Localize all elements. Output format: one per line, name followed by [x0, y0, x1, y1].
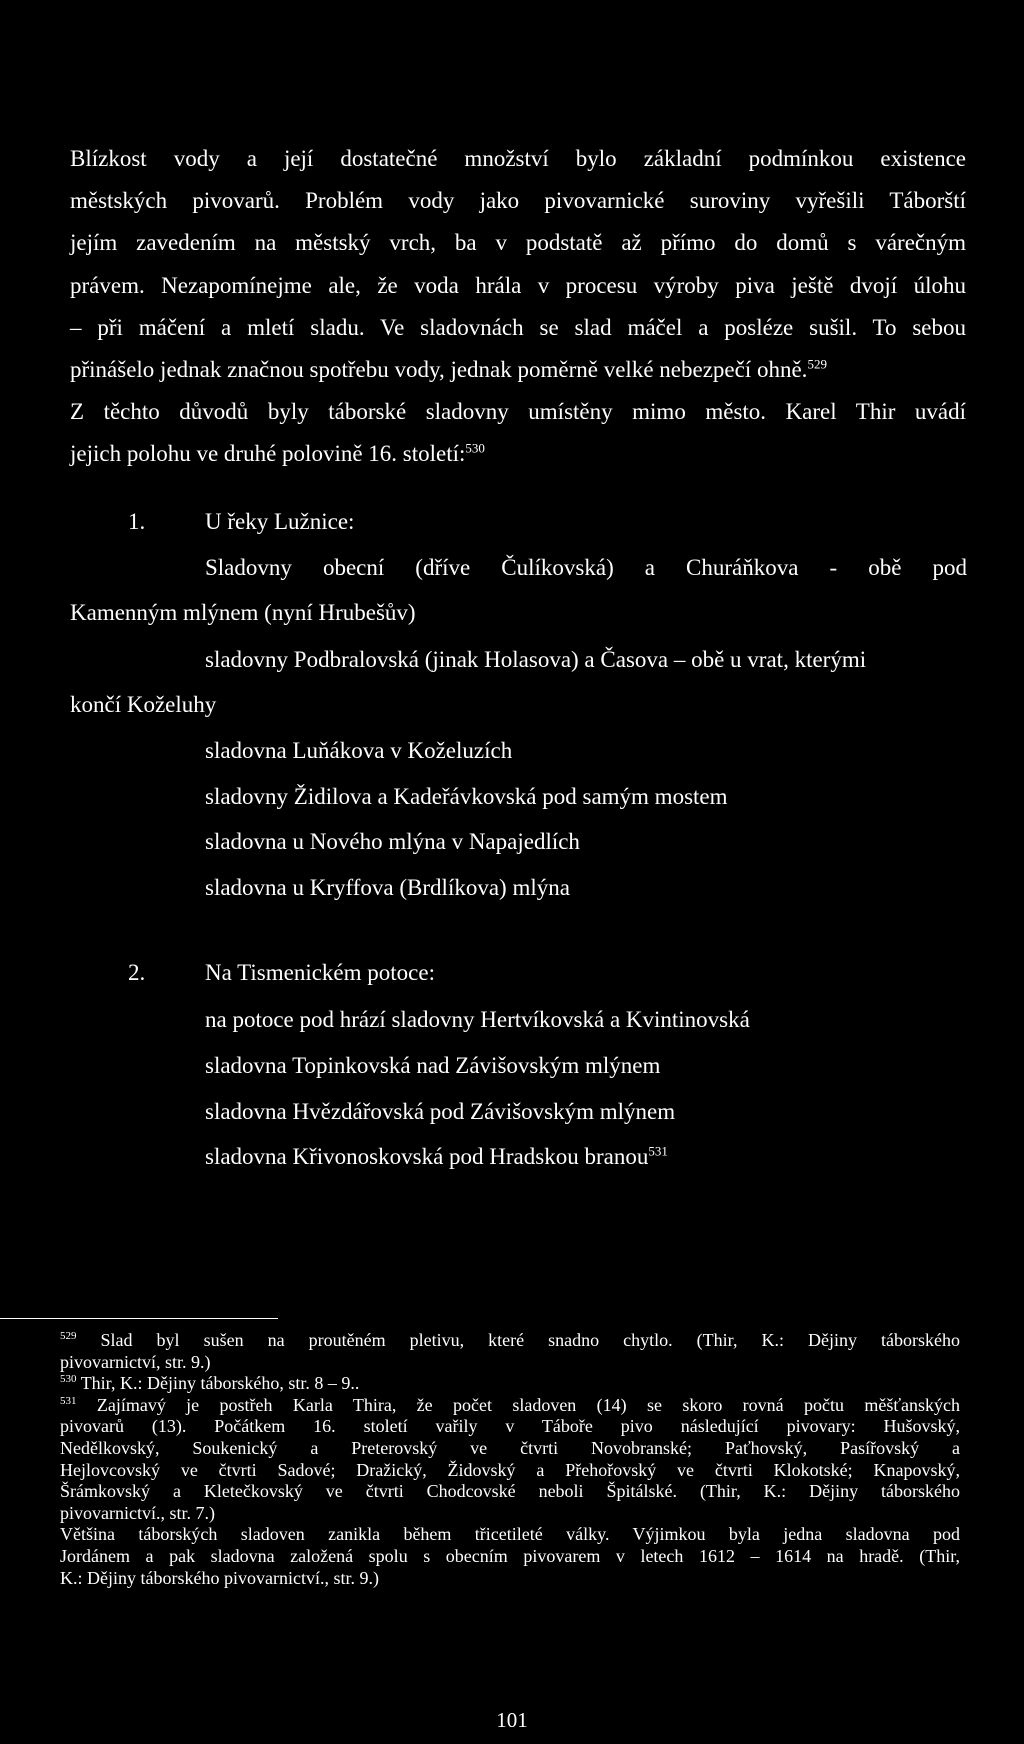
footnote-ref-531: 531 [648, 1143, 668, 1159]
footnote-line: K.: Dějiny táborského pivovarnictví., str. 9.) [60, 1567, 379, 1588]
intro-line: – při máčení a mletí sladu. Ve sladovnách se slad máčel a posléze sušil. To sebou [70, 314, 966, 340]
intro-line: městských pivovarů. Problém vody jako pivovarnické suroviny vyřešili Táborští [70, 188, 966, 214]
footnote-line: Hejlovcovský ve čtvrti Sadové; Dražický, Židovský a Přehořovský ve čtvrti Klokotské; Knapovský, [60, 1459, 960, 1480]
section-2-item-2: sladovna Topinkovská nad Závišovským mlýnem [205, 1053, 661, 1078]
intro-line: právem. Nezapomínejme ale, že voda hrála v procesu výroby piva ještě dvojí úlohu [70, 272, 966, 298]
footnote-text: Zajímavý je postřeh Karla Thira, že počet sladoven (14) se skoro rovná počtu měšťanských [96, 1394, 961, 1415]
section-1-item-2: sladovny Podbralovská (jinak Holasova) a Časova – obě u vrat, kterými [205, 647, 867, 672]
footnote-text: Thir, K.: Dějiny táborského, str. 8 – 9.. [80, 1373, 360, 1394]
intro-line-text: přinášelo jednak značnou spotřebu vody, jednak poměrně velké nebezpečí ohně. [70, 357, 808, 383]
section-1-title: U řeky Lužnice: [205, 509, 355, 534]
section-1-item-1: Sladovny obecní (dříve Čulíkovská) a Churáňkova - obě pod [205, 555, 967, 580]
section-2-item-3: sladovna Hvězdářovská pod Závišovským mlýnem [205, 1099, 676, 1124]
footnote-separator [0, 1318, 278, 1319]
footnote-530 [60, 1373, 960, 1395]
section-1-item-5: sladovna u Nového mlýna v Napajedlích [205, 829, 580, 854]
footnotes [60, 1330, 960, 1589]
footnote-529 [60, 1330, 960, 1352]
section-2-item-4 [205, 1144, 668, 1170]
intro-paragraph [70, 138, 966, 476]
footnote-mark: 529 [60, 1330, 77, 1342]
section-1-item-3: sladovna Luňákova v Koželuzích [205, 738, 513, 763]
footnote-mark: 531 [60, 1394, 77, 1407]
footnote-line: pivovarnictví., str. 7.) [60, 1502, 215, 1523]
section-1-number: 1. [128, 509, 146, 534]
intro-line: Z těchto důvodů byly táborské sladovny umístěny mimo město. Karel Thir uvádí [70, 399, 966, 425]
footnote-line: Šrámkovský a Kletečkovský ve čtvrti Chodcovské neboli Špitálské. (Thir, K.: Dějiny táborského [60, 1481, 960, 1502]
footnote-line: Nedělkovský, Soukenický a Preterovský ve čtvrti Novobranské; Paťhovský, Pasířovský a [60, 1437, 960, 1458]
page-number: 101 [496, 1708, 528, 1732]
footnote-mark: 530 [60, 1373, 77, 1386]
footnote-ref-530: 530 [465, 440, 485, 456]
section-2-number: 2. [128, 960, 146, 985]
footnote-line: pivovarnictví, str. 9.) [60, 1351, 211, 1372]
footnote-531 [60, 1395, 960, 1417]
footnote-line: Jordánem a pak sladovna založená spolu s obecním pivovarem v letech 1612 – 1614 na hradě. (Thir, [60, 1545, 960, 1566]
footnote-ref-529: 529 [807, 356, 827, 372]
intro-line [70, 349, 966, 391]
footnote-line: Většina táborských sladoven zanikla během třicetileté války. Výjimkou byla jedna sladovna pod [60, 1524, 960, 1545]
intro-line-text: jejich polohu ve druhé polovině 16. století: [70, 441, 466, 467]
footnote-text: Slad byl sušen na proutěném pletivu, které snadno chytlo. (Thir, K.: Dějiny táborského [100, 1330, 960, 1350]
intro-line: Blízkost vody a její dostatečné množství bylo základní podmínkou existence [70, 146, 966, 171]
footnote-line: pivovarů (13). Počátkem 16. století vařily v Táboře pivo následující pivovary: Hušovský, [60, 1416, 960, 1437]
intro-line [70, 433, 966, 475]
section-2-item-4-text: sladovna Křivonoskovská pod Hradskou branou [205, 1144, 649, 1169]
section-1-item-1-cont: Kamenným mlýnem (nyní Hrubešův) [70, 600, 416, 625]
section-1-item-4: sladovny Židilova a Kadeřávkovská pod samým mostem [205, 784, 728, 809]
section-1-item-2-cont: končí Koželuhy [70, 692, 217, 717]
section-2-item-1: na potoce pod hrází sladovny Hertvíkovská a Kvintinovská [205, 1007, 750, 1032]
intro-line: jejím zavedením na městský vrch, ba v podstatě až přímo do domů s várečným [70, 230, 966, 256]
section-1-item-6: sladovna u Kryffova (Brdlíkova) mlýna [205, 875, 570, 900]
section-2-title: Na Tismenickém potoce: [205, 960, 435, 985]
